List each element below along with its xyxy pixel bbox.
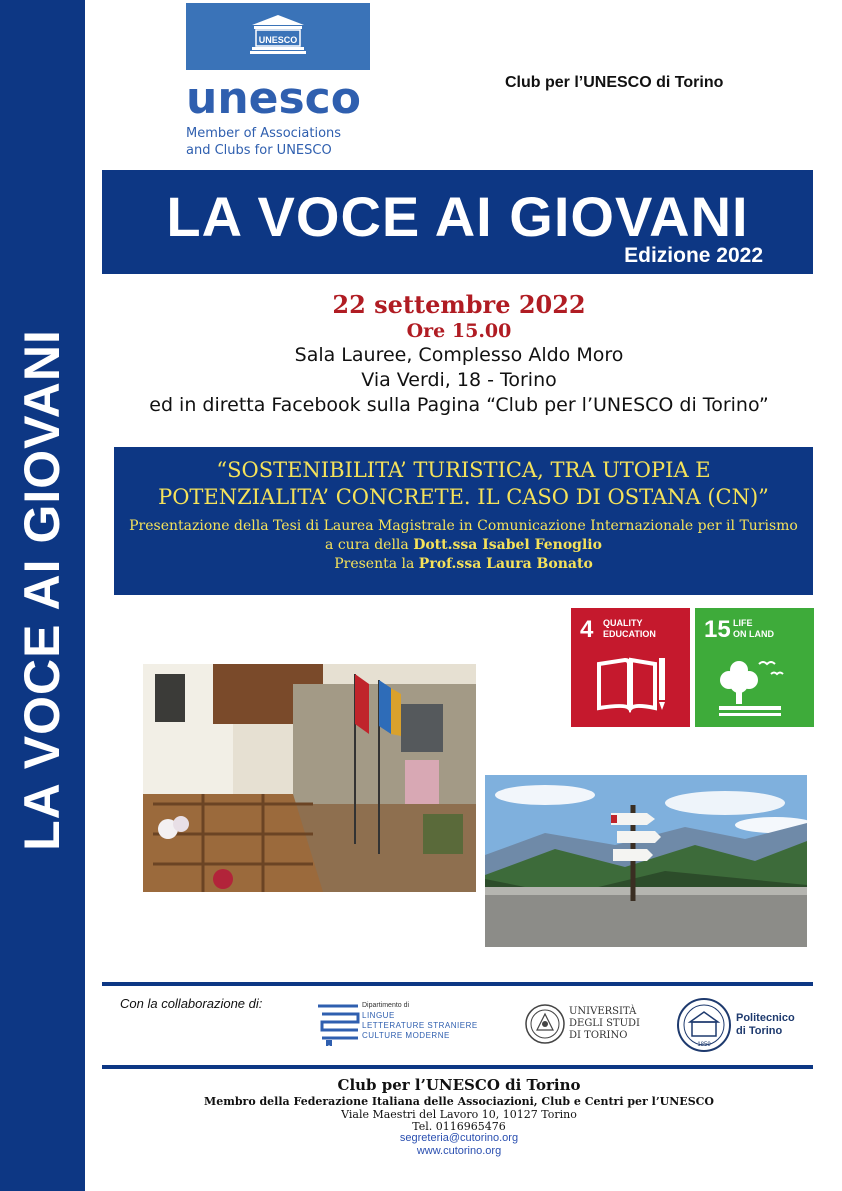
sdg-4-label bbox=[603, 618, 656, 640]
event-place: Sala Lauree, Complesso Aldo Moro bbox=[294, 344, 624, 366]
dept-lingue-line1: Dipartimento di bbox=[362, 1002, 410, 1009]
sdg-4-label-line1: QUALITY bbox=[603, 618, 643, 628]
polito-line1: Politecnico bbox=[736, 1012, 795, 1024]
collab-label: Con la collaborazione di: bbox=[120, 996, 263, 1011]
talk-curated bbox=[114, 536, 813, 555]
sdg-15-tile bbox=[695, 608, 814, 727]
footer-website-link[interactable]: www.cutorino.org bbox=[416, 1145, 502, 1157]
sdg-15-number: 15 bbox=[704, 616, 731, 643]
footer-email-link[interactable]: segreteria@cutorino.org bbox=[399, 1132, 519, 1144]
talk-title-line2: POTENZIALITA’ CONCRETE. IL CASO DI OSTANA (CN)” bbox=[158, 485, 769, 509]
mountain-photo bbox=[485, 775, 807, 947]
talk-presenter bbox=[114, 555, 813, 574]
sdg-4-label-line2: EDUCATION bbox=[603, 629, 656, 639]
event-address: Via Verdi, 18 - Torino bbox=[361, 369, 557, 391]
unesco-logo bbox=[186, 3, 372, 163]
side-title: LA VOCE AI GIOVANI bbox=[14, 329, 70, 851]
unito-logo bbox=[525, 1000, 645, 1048]
event-time: Ore 15.00 bbox=[406, 320, 512, 342]
edition-label: Edizione 2022 bbox=[624, 244, 763, 267]
top-divider bbox=[102, 982, 813, 986]
event-title: LA VOCE AI GIOVANI bbox=[166, 185, 749, 248]
polito-line2: di Torino bbox=[736, 1025, 783, 1037]
event-streaming: ed in diretta Facebook sulla Pagina “Club per l’UNESCO di Torino” bbox=[149, 394, 769, 416]
footer-membership: Membro della Federazione Italiana delle Associazioni, Club e Centri per l’UNESCO bbox=[204, 1095, 714, 1108]
polito-text bbox=[736, 1012, 795, 1038]
book-pencil-icon bbox=[595, 652, 671, 716]
tree-birds-icon bbox=[715, 650, 799, 720]
footer-club-name: Club per l’UNESCO di Torino bbox=[337, 1076, 581, 1094]
mountain-photo-image bbox=[485, 775, 807, 947]
unito-line1: UNIVERSITÀ bbox=[569, 1006, 637, 1017]
building-photo-image bbox=[143, 664, 476, 892]
unito-line3: DI TORINO bbox=[569, 1030, 628, 1041]
unesco-wordmark: unesco bbox=[186, 73, 361, 124]
sdg-15-label bbox=[733, 618, 774, 640]
dept-lingue-line2: LINGUE bbox=[362, 1011, 395, 1020]
polito-year: 1859 bbox=[697, 1042, 711, 1048]
unesco-subtitle-line1: Member of Associations bbox=[186, 126, 342, 141]
dept-lingue-line4: CULTURE MODERNE bbox=[362, 1031, 450, 1040]
unito-seal-icon bbox=[525, 1002, 565, 1046]
building-photo bbox=[143, 664, 476, 892]
unesco-emblem bbox=[186, 3, 370, 70]
talk-curated-name: Dott.ssa Isabel Fenoglio bbox=[413, 537, 602, 553]
bottom-divider bbox=[102, 1065, 813, 1069]
event-date: 22 settembre 2022 bbox=[332, 290, 586, 319]
unesco-subtitle bbox=[186, 125, 341, 159]
sdg-15-label-line2: ON LAND bbox=[733, 629, 774, 639]
talk-title-line1: “SOSTENIBILITA’ TURISTICA, TRA UTOPIA E bbox=[216, 458, 711, 482]
footer-phone: Tel. 0116965476 bbox=[412, 1120, 506, 1133]
club-name-header: Club per l’UNESCO di Torino bbox=[505, 74, 724, 91]
title-band bbox=[102, 170, 813, 274]
unesco-emblem-text: UNESCO bbox=[258, 35, 298, 45]
sdg-15-label-line1: LIFE bbox=[733, 618, 753, 628]
unesco-subtitle-line2: and Clubs for UNESCO bbox=[186, 143, 332, 158]
temple-icon bbox=[186, 3, 370, 70]
unito-line2: DEGLI STUDI bbox=[569, 1018, 640, 1029]
dept-lingue-icon bbox=[316, 1002, 360, 1046]
dept-lingue-line3: LETTERATURE STRANIERE bbox=[362, 1021, 478, 1030]
talk-title bbox=[114, 457, 813, 511]
talk-description: Presentazione della Tesi di Laurea Magistrale in Comunicazione Internazionale per il Turismo bbox=[129, 518, 798, 534]
talk-curated-prefix: a cura della bbox=[325, 537, 414, 553]
talk-presenter-name: Prof.ssa Laura Bonato bbox=[418, 556, 593, 572]
dept-lingue-logo bbox=[316, 1000, 486, 1048]
talk-band bbox=[114, 447, 813, 595]
sdg-4-number: 4 bbox=[580, 616, 594, 643]
unito-text bbox=[569, 1006, 640, 1042]
polito-seal-icon bbox=[676, 996, 732, 1054]
sdg-4-tile bbox=[571, 608, 690, 727]
polito-logo bbox=[676, 996, 806, 1054]
footer-address: Viale Maestri del Lavoro 10, 10127 Torino bbox=[341, 1108, 577, 1121]
side-band bbox=[0, 0, 85, 1191]
talk-presenter-prefix: Presenta la bbox=[334, 556, 419, 572]
